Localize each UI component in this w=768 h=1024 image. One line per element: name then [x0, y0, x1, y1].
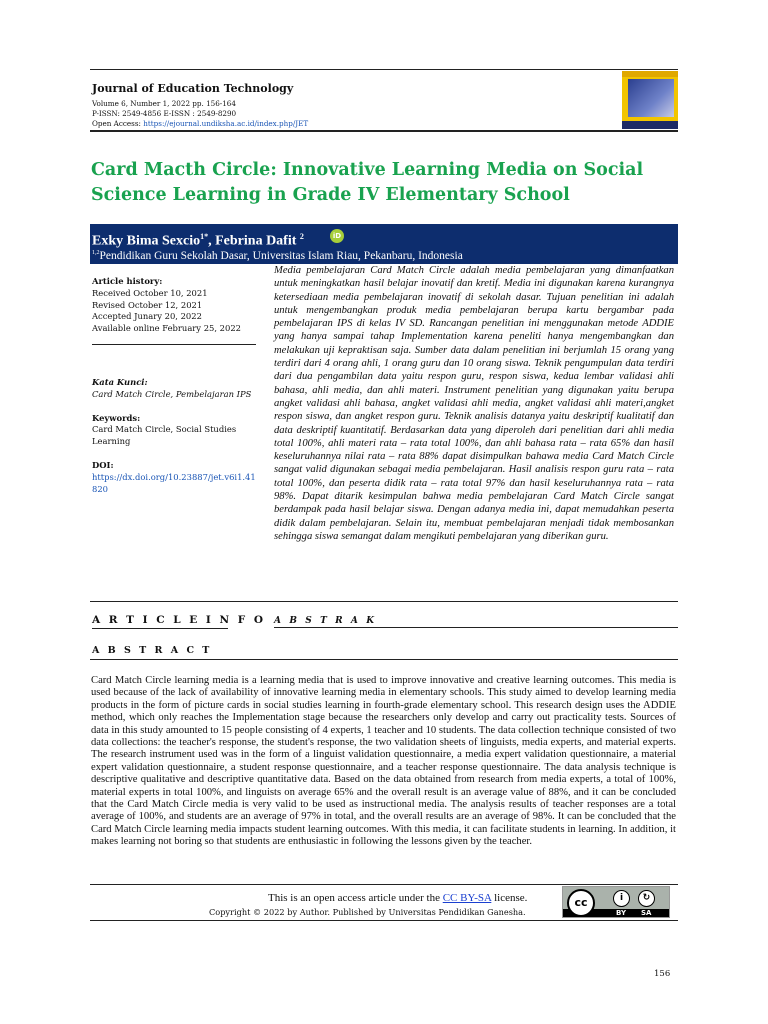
article-info-underline — [92, 628, 228, 629]
sa-icon: ↻ — [638, 890, 655, 907]
license-rule — [90, 884, 678, 885]
by-icon: i — [613, 890, 630, 907]
author-1: Exky Bima Sexcio — [92, 233, 201, 249]
open-access-label: Open Access: — [92, 119, 144, 128]
info-top-rule — [90, 601, 678, 602]
keywords-heading: Keywords: — [92, 412, 141, 423]
accepted-date: Accepted Junary 20, 2022 — [92, 311, 202, 322]
journal-issn: P-ISSN: 2549-4856 E-ISSN : 2549-8290 — [92, 109, 237, 118]
online-date: Available online February 25, 2022 — [92, 323, 241, 334]
paper-title: Card Macth Circle: Innovative Learning Media on Social Science Learning in Grade IV Elementary School — [91, 160, 644, 205]
journal-volume: Volume 6, Number 1, 2022 pp. 156-164 — [92, 99, 236, 108]
cc-license-badge[interactable] — [562, 886, 670, 918]
kata-kunci-heading: Kata Kunci: — [92, 376, 148, 387]
affiliation-sup: 1,2 — [92, 250, 100, 257]
author-separator: , — [208, 233, 216, 249]
copyright-text: Copyright © 2022 by Author. Published by Universitas Pendidikan Ganesha. — [209, 907, 526, 917]
journal-cover-image — [622, 71, 678, 129]
article-history-heading: Article history: — [92, 276, 163, 286]
sa-label: SA — [641, 909, 652, 917]
abstrak-label: A B S T R A K — [274, 616, 377, 626]
author-2: Febrina Dafit — [215, 233, 297, 249]
license-line — [268, 892, 527, 904]
abstract-label: A B S T R A C T — [92, 645, 212, 656]
header-bottom-rule — [90, 130, 678, 132]
journal-url-link[interactable]: https://ejournal.undiksha.ac.id/index.php/JET — [143, 119, 309, 128]
license-suffix: license. — [491, 892, 528, 904]
abstract-rule — [90, 659, 678, 660]
kata-kunci-value: Card Match Circle, Pembelajaran IPS — [92, 388, 252, 399]
abstrak-text: Media pembelajaran Card Match Circle adalah media pembelajaran yang dimanfaatkan untuk meningkatkan hasil belajar inovatif dan kretif. Media ini digunakan karena kurangnya ketersediaan media pembelajaran inovatif di sekolah dasar. Tujuan penelitian ini adalah untuk mengembangkan produk media pembelajaran berupa kartu bergambar pada pembelajaran IPS di kelas IV SD. Rancangan penelitian ini menggunakan metode ADDIE yang hanya sampai tahap Implementation karena peneliti hanya mengembangkan dan melakukan uji kepraktisan saja. Sumber data dalam penelitian ini berjumlah 15 orang yang terdiri dari 4 orang ahli, 1 orang guru dan 10 orang siswa. Teknik pengumpulan data terdiri dari dua pengambilan data yaitu respon guru, respon siswa, kedua lembar validasi ahli bahasa, ahli media, dan ahli materi. Instrument penelitian yang digunakan yaitu berupa angket validasi ahli bahasa, angket validasi ahli media, angket validasi ahli materi,angket respon siswa, dan angket respon guru. Teknik analisis datanya yaitu deskriptif kualitatif dan data deskriptif kuantitatif. Berdasarkan data yang diperoleh dari penelitian dari ahli media total 100%, ahli materi rata – rata total 100%, dan ahli bahasa rata – rata 65% dan hasil keseluruhannya nilai rata – rata 88% dapat disimpulkan bahawa media Card Match Circle sangat valid digunakan sebagai media pembelajaran. Hasil analisis respon guru rata – rata total 100%, dan peserta didik rata – rata total 97% dan hasil keseluruhannya rata – rata 98%. Dapat ditarik kesimpulan bahwa media pembelajaran Card Match Circle sangat berdampak pada hasil belajar siswa. Dengan adanya media ini, dapat memudahkan peserta didik dalam pembelajaran. Selain itu, membuat pembelajaran menjadi tidak membosankan sehingga siswa semangat dalam mengikuti pembelajaran yang diberikan guru. — [274, 265, 674, 542]
author-2-sup: 2 — [299, 232, 304, 241]
abstract-text: Card Match Circle learning media is a learning media that is used to improve innovative and creative learning outcomes. This media is used because of the lack of availability of innovative learning media in elementary schools. This study aimed to develop learning media products in the form of picture cards in social studies learning in fourth-grade elementary school. This research design uses the ADDIE method, which only reaches the Implementation stage because the researchers only develop and carry out practicality tests. Sources of data in this study amounted to 15 people consisting of 4 experts, 1 teacher and 10 students. The data collection technique consisted of two data collections: the teacher's response, the student's response, the two validation sheets of linguists, media experts, and material experts. The research instrument used was in the form of a linguist validation questionnaire, a media expert validation questionnaire, a material expert validation questionnaire, a student response questionnaire, and a teacher response questionnaire. The data analysis technique is descriptive qualitative and descriptive quantitative data. Based on the data obtained from research from media experts, a total of 100%, material experts in total 100%, and linguists on average 65% and the overall result is an average value of 88%, and it can be concluded that the Card Match Circle media is very valid to be used as instructional media. The analysis results of teacher responses are a total average of 100%, and students are an average of 97% in total, and the overall results are an average of 98%. It can be concluded that the Card Match Circle learning media impacts student learning outcomes. With this media, it can facilitate students in learning. In addition, it makes learning not boring so that students are enthusiastic in following the lessons given by the teacher. — [91, 675, 676, 848]
journal-title: Journal of Education Technology — [92, 82, 294, 95]
by-label: BY — [616, 909, 627, 917]
doi-link[interactable]: https://dx.doi.org/10.23887/jet.v6i1.41820 — [92, 471, 256, 494]
journal-header — [92, 82, 592, 129]
cc-by-sa-link[interactable]: CC BY-SA — [442, 892, 492, 904]
revised-date: Revised October 12, 2021 — [92, 299, 203, 310]
received-date: Received October 10, 2021 — [92, 287, 208, 298]
doi-heading: DOI: — [92, 459, 114, 470]
header-top-rule — [90, 69, 678, 70]
orcid-icon[interactable]: iD — [330, 229, 344, 243]
author-bar — [90, 224, 678, 264]
author-list — [92, 232, 304, 250]
page-number: 156 — [654, 969, 671, 979]
keywords-value: Card Match Circle, Social Studies Learning — [92, 424, 237, 447]
article-info-label: A R T I C L E I N F O — [92, 614, 266, 626]
abstrak-underline — [274, 627, 678, 628]
cc-icon: cc — [567, 889, 595, 917]
affiliation-text: Pendidikan Guru Sekolah Dasar, Universitas Islam Riau, Pekanbaru, Indonesia — [99, 250, 463, 262]
affiliation — [92, 250, 463, 262]
sidebar-divider — [92, 344, 256, 345]
license-prefix: This is an open access article under the — [268, 892, 443, 904]
journal-open-access — [92, 119, 592, 129]
author-1-sup: 1* — [200, 232, 209, 241]
copyright-rule — [90, 920, 678, 921]
article-info-sidebar — [92, 276, 256, 495]
